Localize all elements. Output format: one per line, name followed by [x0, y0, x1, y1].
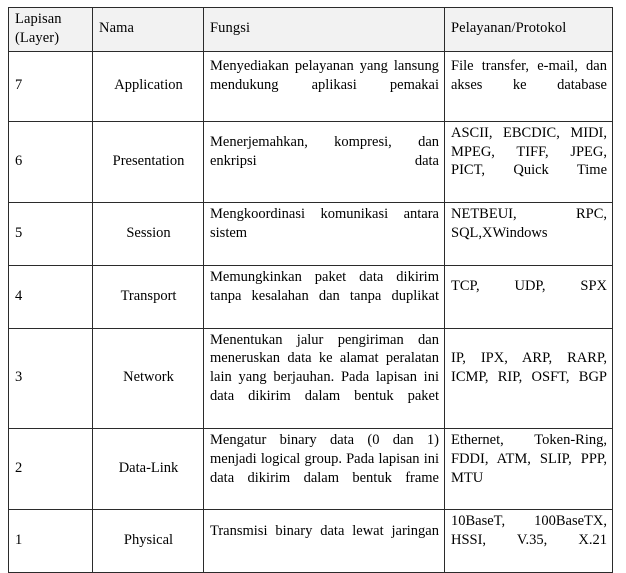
table-header	[9, 8, 613, 52]
cell-layer-protocol: TCP, UDP, SPX	[445, 265, 613, 328]
cell-layer-number: 7	[9, 51, 93, 121]
cell-layer-protocol: NETBEUI, RPC, SQL,XWindows	[445, 203, 613, 266]
cell-layer-number: 3	[9, 328, 93, 428]
cell-layer-function: Mengatur binary data (0 dan 1) menjadi logical group. Pada lapisan ini data dikirim dalam bentuk frame	[204, 428, 445, 509]
cell-layer-name: Session	[93, 203, 204, 266]
cell-layer-number: 5	[9, 203, 93, 266]
table-body	[9, 51, 613, 572]
cell-layer-name: Data-Link	[93, 428, 204, 509]
table-row	[9, 510, 613, 573]
column-header-protocol: Pelayanan/Protokol	[445, 8, 613, 52]
table-row	[9, 121, 613, 202]
column-header-layer	[9, 8, 93, 52]
column-header-layer-line2: (Layer)	[15, 29, 60, 46]
osi-layers-table	[8, 7, 613, 573]
table-row	[9, 51, 613, 121]
column-header-name: Nama	[93, 8, 204, 52]
cell-layer-number: 4	[9, 265, 93, 328]
cell-layer-name: Presentation	[93, 121, 204, 202]
cell-layer-function: Transmisi binary data lewat jaringan	[204, 510, 445, 573]
cell-layer-protocol: ASCII, EBCDIC, MIDI, MPEG, TIFF, JPEG, PICT, Quick Time	[445, 121, 613, 202]
cell-layer-name: Physical	[93, 510, 204, 573]
cell-layer-protocol: Ethernet, Token-Ring, FDDI, ATM, SLIP, PPP, MTU	[445, 428, 613, 509]
cell-layer-name: Application	[93, 51, 204, 121]
cell-layer-protocol: IP, IPX, ARP, RARP, ICMP, RIP, OSFT, BGP	[445, 328, 613, 428]
cell-layer-protocol: 10BaseT, 100BaseTX, HSSI, V.35, X.21	[445, 510, 613, 573]
cell-layer-protocol: File transfer, e-mail, dan akses ke database	[445, 51, 613, 121]
table-row	[9, 428, 613, 509]
cell-layer-number: 1	[9, 510, 93, 573]
table-row	[9, 328, 613, 428]
column-header-layer-line1: Lapisan	[15, 11, 62, 27]
table-header-row	[9, 8, 613, 52]
cell-layer-function: Menyediakan pelayanan yang lansung mendukung aplikasi pemakai	[204, 51, 445, 121]
cell-layer-number: 2	[9, 428, 93, 509]
cell-layer-function: Memungkinkan paket data dikirim tanpa kesalahan dan tanpa duplikat	[204, 265, 445, 328]
table-row	[9, 265, 613, 328]
cell-layer-function: Menentukan jalur pengiriman dan meneruskan data ke alamat peralatan lain yang berjauhan. Pada lapisan ini data dikirim dalam bentuk paket	[204, 328, 445, 428]
cell-layer-function: Mengkoordinasi komunikasi antara sistem	[204, 203, 445, 266]
osi-layers-table-container	[8, 7, 612, 549]
table-row	[9, 203, 613, 266]
cell-layer-name: Transport	[93, 265, 204, 328]
cell-layer-number: 6	[9, 121, 93, 202]
cell-layer-name: Network	[93, 328, 204, 428]
cell-layer-function: Menerjemahkan, kompresi, dan enkripsi data	[204, 121, 445, 202]
column-header-function: Fungsi	[204, 8, 445, 52]
